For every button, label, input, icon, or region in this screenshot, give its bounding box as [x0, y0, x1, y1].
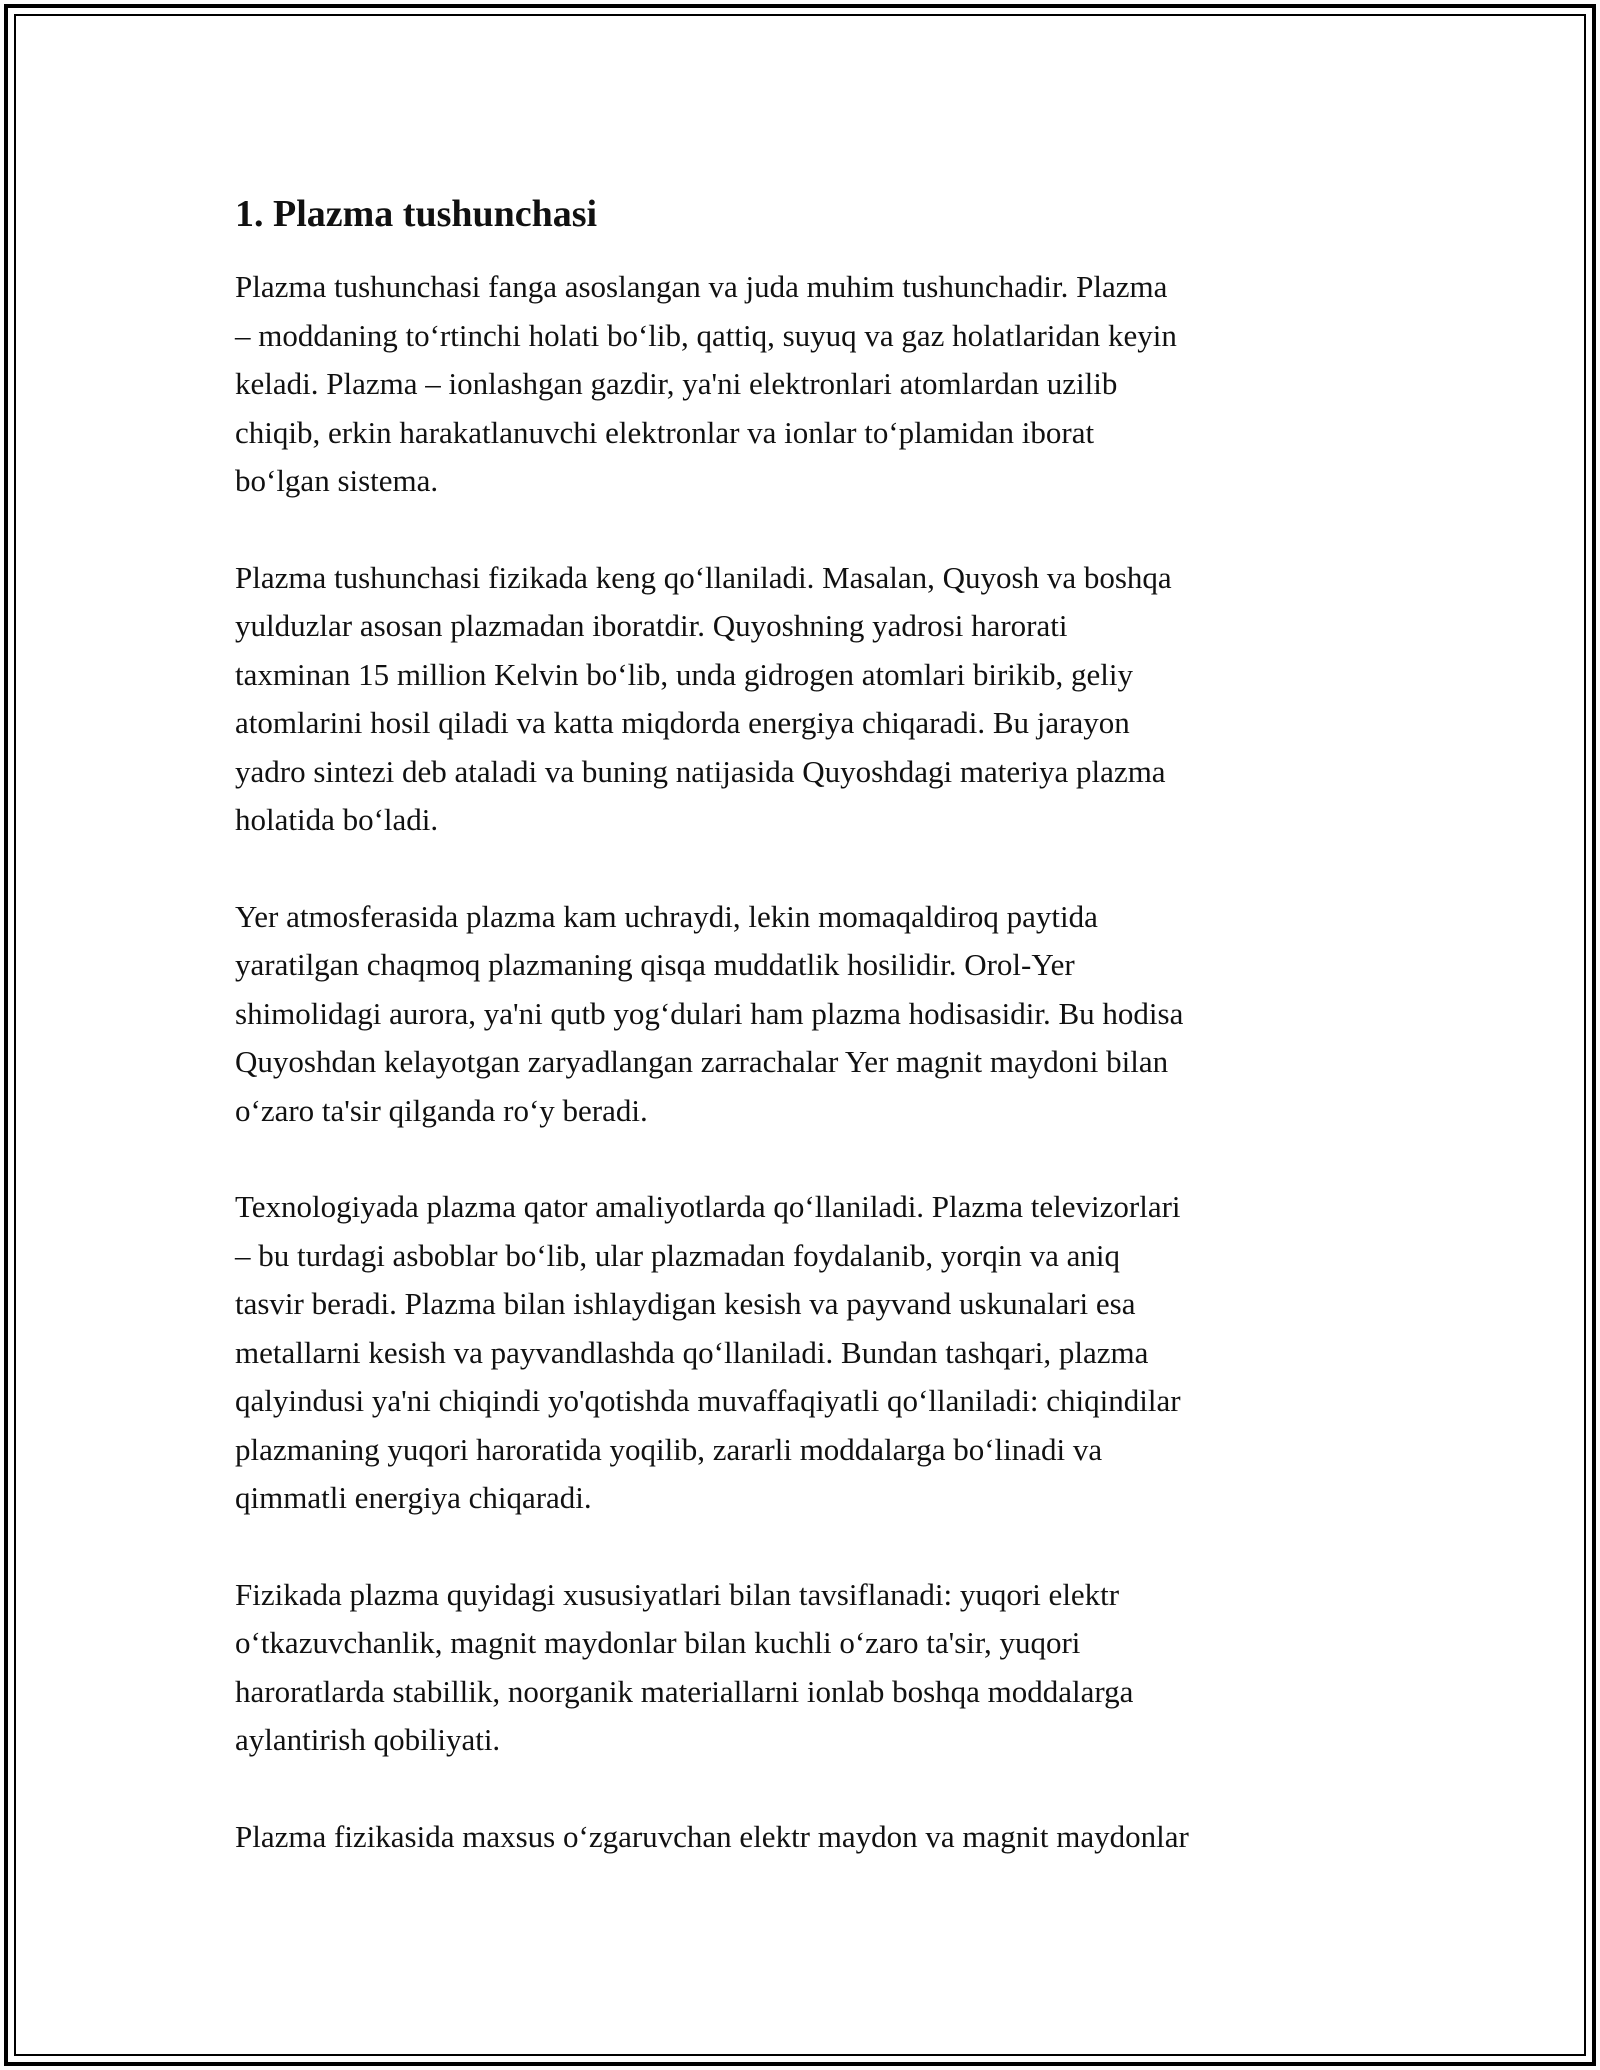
- text-line: atomlarini hosil qiladi va katta miqdorda energiya chiqaradi. Bu jarayon: [235, 705, 1130, 740]
- text-line: holatida bo‘ladi.: [235, 802, 439, 837]
- paragraph-1: [235, 263, 1385, 506]
- text-line: taxminan 15 million Kelvin bo‘lib, unda gidrogen atomlari birikib, geliy: [235, 656, 1133, 692]
- text-line: aylantirish qobiliyati.: [235, 1722, 501, 1757]
- text-line: yadro sintezi deb ataladi va buning natijasida Quyoshdagi materiya plazma: [235, 753, 1166, 789]
- text-line: Texnologiyada plazma qator amaliyotlarda qo‘llaniladi. Plazma televizorlari: [235, 1189, 1181, 1224]
- text-line: Fizikada plazma quyidagi xususiyatlari bilan tavsiflanadi: yuqori elektr: [235, 1576, 1120, 1612]
- text-line: plazmaning yuqori haroratida yoqilib, zararli moddalarga bo‘linadi va: [235, 1431, 1103, 1467]
- text-line: – moddaning to‘rtinchi holati bo‘lib, qattiq, suyuq va gaz holatlaridan keyin: [235, 317, 1177, 353]
- text-line: qimmatli energiya chiqaradi.: [235, 1480, 592, 1515]
- text-line: Plazma fizikasida maxsus o‘zgaruvchan elektr maydon va magnit maydonlar: [235, 1818, 1189, 1854]
- paragraph-3: [235, 893, 1385, 1136]
- paragraph-2: [235, 554, 1385, 845]
- text-line: keladi. Plazma – ionlashgan gazdir, ya'ni elektronlari atomlardan uzilib: [235, 366, 1118, 401]
- text-line: yulduzlar asosan plazmadan iboratdir. Quyoshning yadrosi harorati: [235, 608, 1068, 643]
- text-line: metallarni kesish va payvandlashda qo‘llaniladi. Bundan tashqari, plazma: [235, 1334, 1149, 1370]
- text-line: chiqib, erkin harakatlanuvchi elektronlar va ionlar to‘plamidan iborat: [235, 414, 1095, 450]
- text-line: Plazma tushunchasi fanga asoslangan va juda muhim tushunchadir. Plazma: [235, 269, 1168, 304]
- text-line: tasvir beradi. Plazma bilan ishlaydigan kesish va payvand uskunalari esa: [235, 1286, 1136, 1321]
- paragraph-6: [235, 1813, 1385, 1862]
- section-heading: 1. Plazma tushunchasi: [235, 193, 598, 235]
- paragraph-4: [235, 1183, 1385, 1523]
- text-line: bo‘lgan sistema.: [235, 463, 439, 498]
- text-line: Plazma tushunchasi fizikada keng qo‘llaniladi. Masalan, Quyosh va boshqa: [235, 559, 1172, 595]
- text-line: Yer atmosferasida plazma kam uchraydi, lekin momaqaldiroq paytida: [235, 898, 1098, 934]
- text-line: haroratlarda stabillik, noorganik materiallarni ionlab boshqa moddalarga: [235, 1673, 1134, 1709]
- text-line: Quyoshdan kelayotgan zaryadlangan zarrachalar Yer magnit maydoni bilan: [235, 1044, 1169, 1079]
- document-body: [235, 186, 1385, 1909]
- paragraph-5: [235, 1571, 1385, 1765]
- text-line: o‘zaro ta'sir qilganda ro‘y beradi.: [235, 1092, 648, 1128]
- text-line: yaratilgan chaqmoq plazmaning qisqa muddatlik hosilidir. Orol-Yer: [235, 947, 1075, 982]
- text-line: qalyindusi ya'ni chiqindi yo'qotishda muvaffaqiyatli qo‘llaniladi: chiqindilar: [235, 1383, 1181, 1418]
- text-line: – bu turdagi asboblar bo‘lib, ular plazmadan foydalanib, yorqin va aniq: [235, 1237, 1120, 1273]
- text-line: shimolidagi aurora, ya'ni qutb yog‘dulari ham plazma hodisasidir. Bu hodisa: [235, 995, 1184, 1031]
- text-line: o‘tkazuvchanlik, magnit maydonlar bilan kuchli o‘zaro ta'sir, yuqori: [235, 1625, 1081, 1660]
